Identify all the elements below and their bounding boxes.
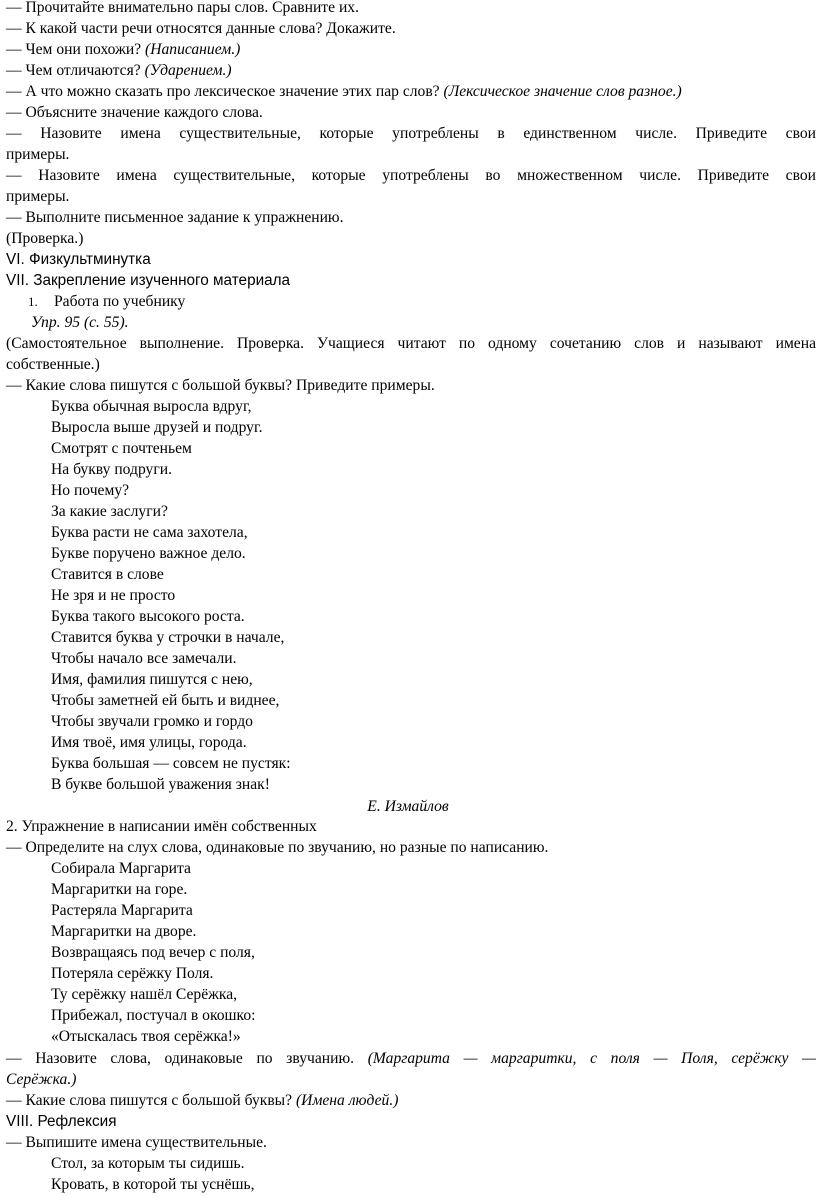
note-line-cont: собственные.) [6,356,100,373]
poem2-line: Потеряла серёжку Поля. [51,965,214,982]
poem2-line: Возвращаясь под вечер с поля, [51,944,255,961]
list-item-1 [28,292,816,313]
line-lexical [6,82,816,103]
list-item-label: Работа по учебнику [54,293,186,310]
poem2-line: Ту серёжку нашёл Серёжка, [51,986,238,1003]
line-part-of-speech: — К какой части речи относятся данные слова? Докажите. [6,20,396,37]
poem2-line: Прибежал, постучал в окошко: [51,1007,256,1024]
poem-line: Буква такого высокого роста. [51,608,245,625]
list-number: 1. [28,294,38,309]
heading-section-6: VI. Физкультминутка [6,251,151,268]
line-singular: — Назовите имена существительные, которые употреблены в единственном числе. Приведите свои [6,125,816,142]
line-written-task: — Выполните письменное задание к упражнению. [6,209,344,226]
answer-text: (Имена людей.) [295,1092,399,1109]
question-capital-names [6,1091,816,1112]
question-text: — А что можно сказать про лексическое значение этих пар слов? [6,83,444,100]
poem2-line: Растеряла Маргарита [51,902,193,919]
poem-line: Выросла выше друзей и подруг. [51,419,263,436]
poem2-line: Маргаритки на горе. [51,881,188,898]
answer-text: (Написанием.) [145,41,241,58]
poem-line: В букве большой уважения знак! [51,776,270,793]
question-by-ear: — Определите на слух слова, одинаковые по звучанию, но разные по написанию. [6,839,549,856]
poem-line: Чтобы заметней ей быть и виднее, [51,692,280,709]
poem-line: Чтобы начало все замечали. [51,650,237,667]
line-explain: — Объясните значение каждого слова. [6,104,263,121]
answer-text: (Лексическое значение слов разное.) [443,83,682,100]
poem-author: Е. Измайлов [367,798,449,815]
poem-line: Ставится буква у строчки в начале, [51,629,285,646]
note-line: (Самостоятельное выполнение. Проверка. Учащиеся читают по одному сочетанию слов и называют имена [6,335,816,352]
answer-cont: Серёжка.) [6,1071,77,1088]
poem-line: За какие заслуги? [51,503,168,520]
list-item-2: 2. Упражнение в написании имён собственных [6,818,317,835]
poem-line: Буква расти не сама захотела, [51,524,248,541]
question-write-nouns: — Выпишите имена существительные. [6,1134,267,1151]
question-text: — Какие слова пишутся с большой буквы? [6,1092,296,1109]
question-text: — Чем они похожи? [6,41,146,58]
question-text: — Назовите слова, одинаковые по звучанию. [6,1050,368,1067]
poem-line: Но почему? [51,482,130,499]
line-similar [6,40,816,61]
question-capital-letters: — Какие слова пишутся с большой буквы? Приведите примеры. [6,377,435,394]
answer-text: (Маргарита — маргаритки, с поля — Поля, серёжку — [367,1050,816,1067]
line-check: (Проверка.) [6,230,84,247]
poem2-line: «Отыскалась твоя серёжка!» [51,1028,241,1045]
exercise-ref: Упр. 95 (с. 55). [31,314,129,331]
question-same-sound [6,1049,816,1070]
poem-line: Не зря и не просто [51,587,176,604]
poem-line: Чтобы звучали громко и гордо [51,713,253,730]
poem-line: На букву подруги. [51,461,172,478]
poem2-line: Собирала Маргарита [51,860,191,877]
line-plural: — Назовите имена существительные, которые употреблены во множественном числе. Приведите свои [6,167,816,184]
poem-line: Букве поручено важное дело. [51,545,246,562]
heading-section-7: VII. Закрепление изученного материала [6,272,291,289]
line-singular-cont: примеры. [6,146,70,163]
poem-line: Имя твоё, имя улицы, города. [51,734,247,751]
verse-line: Стол, за которым ты сидишь. [51,1155,245,1172]
poem2-line: Маргаритки на дворе. [51,923,197,940]
question-text: — Чем отличаются? [6,62,145,79]
poem-line: Буква обычная выросла вдруг, [51,398,252,415]
verse-line: Кровать, в которой ты уснёшь, [51,1176,255,1193]
heading-section-8: VIII. Рефлексия [6,1113,117,1130]
poem-line: Имя, фамилия пишутся с нею, [51,671,253,688]
line-differ [6,61,816,82]
poem-line: Буква большая — совсем не пустяк: [51,755,291,772]
poem-line: Смотрят с почтеньем [51,440,192,457]
line-read-pairs: — Прочитайте внимательно пары слов. Сравните их. [6,0,359,16]
poem-line: Ставится в слове [51,566,164,583]
answer-text: (Ударением.) [144,62,232,79]
line-plural-cont: примеры. [6,188,70,205]
